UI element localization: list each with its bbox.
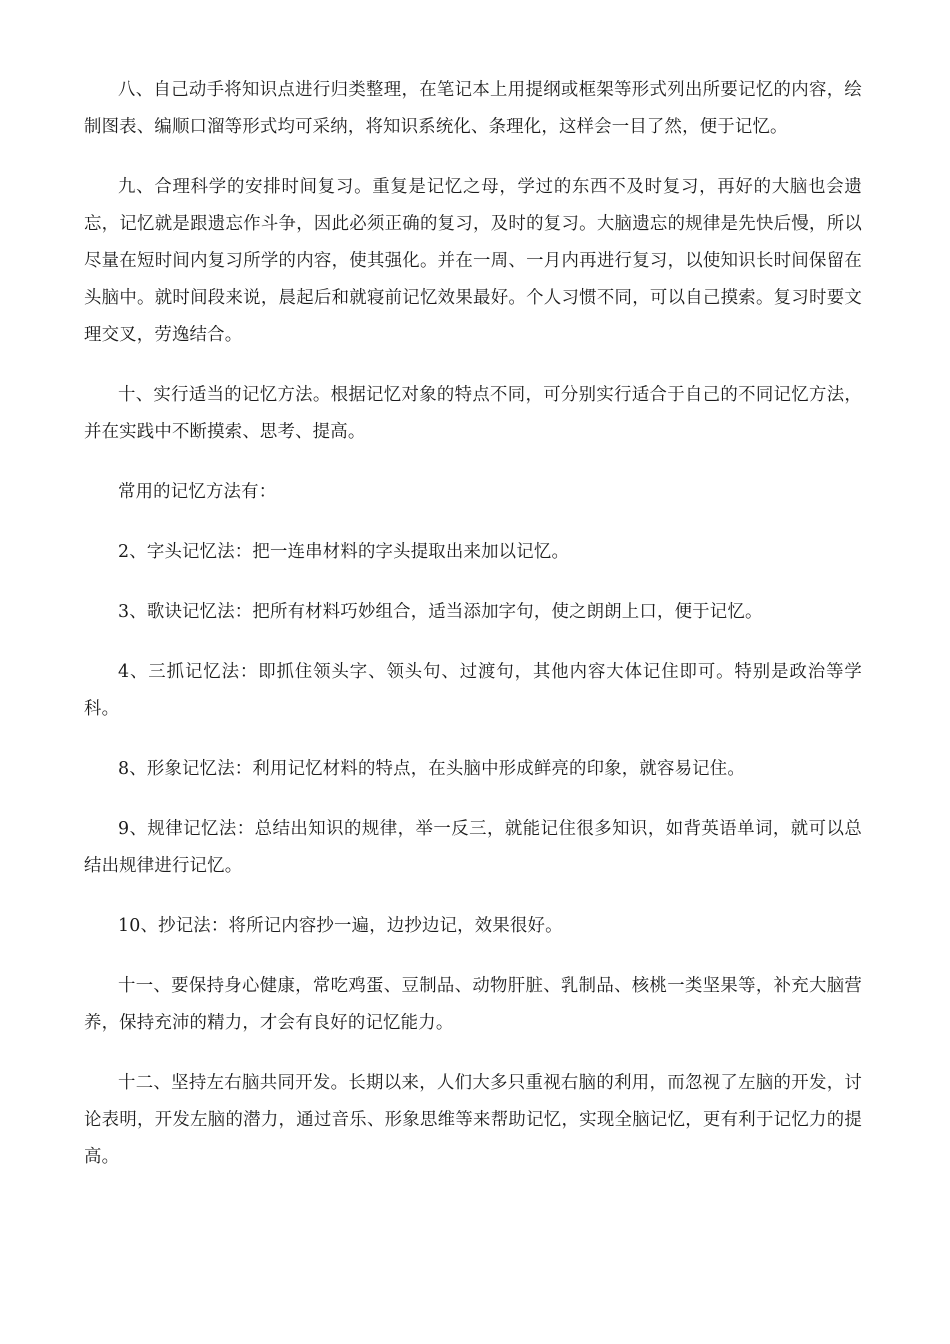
paragraph-method-copying: 10、抄记法：将所记内容抄一遍，边抄边记，效果很好。 xyxy=(118,916,563,936)
paragraph-item-10-memory-methods: 十、实行适当的记忆方法。根据记忆对象的特点不同，可分别实行适合于自己的不同记忆方法，并在实践中不断摸索、思考、提高。 xyxy=(84,385,862,442)
paragraph-method-patterns: 9、规律记忆法：总结出知识的规律，举一反三，就能记住很多知识，如背英语单词，就可以总结出规律进行记忆。 xyxy=(84,819,862,876)
paragraph-item-9-review-schedule: 九、合理科学的安排时间复习。重复是记忆之母，学过的东西不及时复习，再好的大脑也会遗忘，记忆就是跟遗忘作斗争，因此必须正确的复习，及时的复习。大脑遗忘的规律是先快后慢，所以尽量在短时间内复习所学的内容，使其强化。并在一周、一月内再进行复习，以使知识长时间保留在头脑中。就时间段来说，晨起后和就寝前记忆效果最好。个人习惯不同，可以自己摸索。复习时要文理交叉，劳逸结合。 xyxy=(84,177,862,345)
paragraph-item-11-health: 十一、要保持身心健康，常吃鸡蛋、豆制品、动物肝脏、乳制品、核桃一类坚果等，补充大脑营养，保持充沛的精力，才会有良好的记忆能力。 xyxy=(84,976,862,1033)
paragraph-method-three-grasps: 4、三抓记忆法：即抓住领头字、领头句、过渡句，其他内容大体记住即可。特别是政治等学科。 xyxy=(84,662,862,719)
paragraph-common-methods-heading: 常用的记忆方法有： xyxy=(118,482,277,502)
paragraph-item-8-organize-notes: 八、自己动手将知识点进行归类整理，在笔记本上用提纲或框架等形式列出所要记忆的内容，绘制图表、编顺口溜等形式均可采纳，将知识系统化、条理化，这样会一目了然，便于记忆。 xyxy=(84,80,862,137)
paragraph-item-12-whole-brain: 十二、坚持左右脑共同开发。长期以来，人们大多只重视右脑的利用，而忽视了左脑的开发，讨论表明，开发左脑的潜力，通过音乐、形象思维等来帮助记忆，实现全脑记忆，更有利于记忆力的提高。 xyxy=(84,1073,862,1167)
paragraph-method-imagery: 8、形象记忆法：利用记忆材料的特点，在头脑中形成鲜亮的印象，就容易记住。 xyxy=(118,759,745,779)
paragraph-method-rhyme: 3、歌诀记忆法：把所有材料巧妙组合，适当添加字句，使之朗朗上口，便于记忆。 xyxy=(118,602,763,622)
paragraph-method-initials: 2、字头记忆法：把一连串材料的字头提取出来加以记忆。 xyxy=(118,542,570,562)
